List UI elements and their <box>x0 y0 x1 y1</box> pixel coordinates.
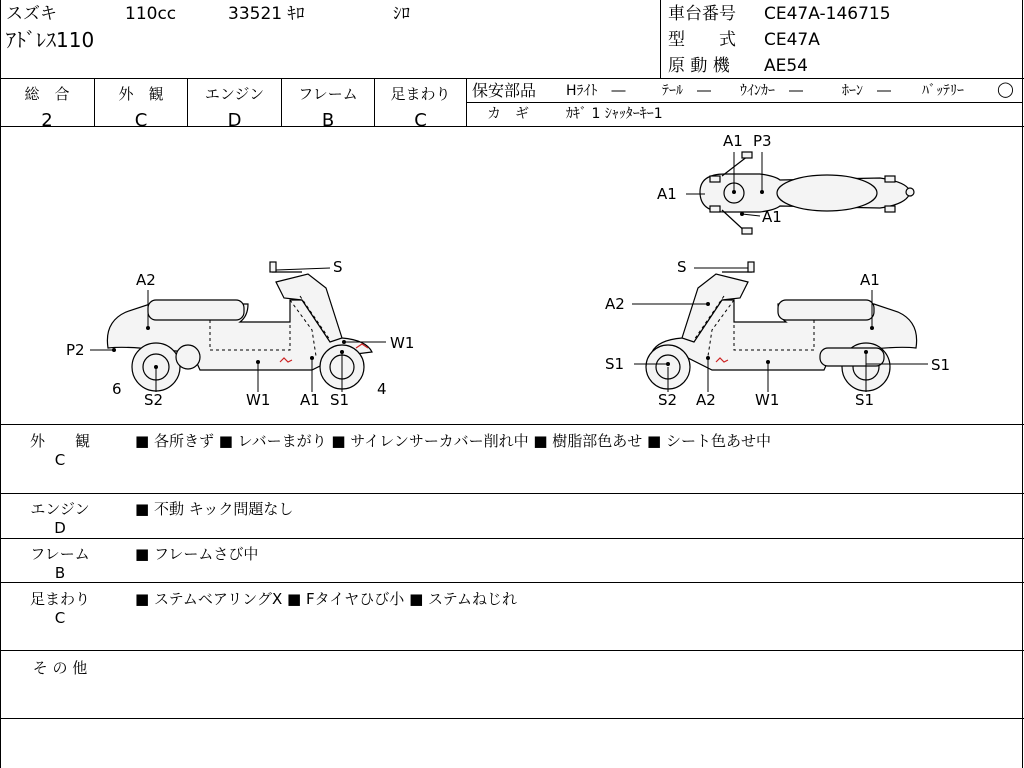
right-s1-bottom: S1 <box>855 391 875 409</box>
right-s1-left: S1 <box>605 355 625 373</box>
safety-label: 保安部品 <box>472 81 537 100</box>
type-label: 型 式 <box>668 30 736 50</box>
note-rule-2 <box>0 538 1024 539</box>
note-exterior-grade: C <box>54 451 66 469</box>
note-suspension-grade: C <box>54 609 66 627</box>
color: ｼﾛ <box>393 4 410 24</box>
grade-frame <box>282 78 374 131</box>
key-label: カ ギ <box>487 106 529 122</box>
mileage: 33521 ｷﾛ <box>228 4 305 24</box>
grade-overall <box>0 78 94 131</box>
left-six: 6 <box>112 380 122 398</box>
grade-engine-label: エンジン <box>204 85 265 103</box>
note-rule-4 <box>0 650 1024 651</box>
note-frame-grade: B <box>54 564 66 582</box>
left-a2: A2 <box>136 271 156 289</box>
left-w1-right: W1 <box>390 334 415 352</box>
displacement: 110cc <box>125 4 177 24</box>
note-frame-text: ■ フレームさび中 <box>135 545 259 563</box>
key-value: ｶｷﾞ 1 ｼｬｯﾀｰｷｰ1 <box>566 106 663 122</box>
top-p3: P3 <box>753 132 772 150</box>
notes-top-rule <box>0 424 1024 425</box>
grade-exterior-value: C <box>134 110 148 131</box>
grade-frame-label: フレーム <box>298 85 358 103</box>
grade-frame-value: B <box>321 110 335 131</box>
frame-no-label: 車台番号 <box>668 4 736 24</box>
grade-exterior <box>95 78 187 131</box>
top-a1-left: A1 <box>657 185 677 203</box>
frame-no: CE47A-146715 <box>764 4 891 24</box>
right-side-view <box>605 258 950 409</box>
note-frame-label: フレーム <box>30 545 90 563</box>
grade-overall-label: 総 合 <box>24 85 70 103</box>
battery-ok-mark: ◯ <box>997 80 1014 98</box>
safety-horn: ﾎｰﾝ ― <box>842 83 891 99</box>
safety-battery: ﾊﾞｯﾃﾘｰ <box>922 83 964 99</box>
note-exterior-label: 外 観 <box>29 432 90 450</box>
left-a1: A1 <box>300 391 320 409</box>
grade-exterior-label: 外 観 <box>118 85 164 103</box>
safety-headlight: Hﾗｲﾄ ― <box>566 83 626 99</box>
note-rule-3 <box>0 582 1024 583</box>
left-p2: P2 <box>66 341 85 359</box>
right-s1-right: S1 <box>931 356 951 374</box>
note-engine-grade: D <box>54 519 66 537</box>
note-suspension-text: ■ ステムベアリングX ■ Fタイヤひび小 ■ ステムねじれ <box>135 590 517 608</box>
grade-engine-value: D <box>227 110 242 131</box>
right-s-top: S <box>677 258 687 276</box>
grade-suspension <box>375 78 466 131</box>
left-s2: S2 <box>144 391 164 409</box>
note-exterior-text: ■ 各所きず ■ レバーまがり ■ サイレンサーカバー削れ中 ■ 樹脂部色あせ ■ シート色あせ中 <box>135 432 772 450</box>
note-rule-5 <box>0 718 1024 719</box>
engine-model-label: 原 動 機 <box>668 56 730 76</box>
grade-overall-value: 2 <box>41 110 53 131</box>
right-a2-bottom: A2 <box>696 391 716 409</box>
right-a1: A1 <box>860 271 880 289</box>
scooter-diagram <box>0 127 1024 424</box>
safety-winker: ｳｲﾝｶｰ ― <box>740 83 803 99</box>
engine-model-value: AE54 <box>764 56 809 76</box>
maker: スズキ <box>6 4 57 24</box>
left-four: 4 <box>377 380 387 398</box>
safety-mid-rule <box>466 102 1022 103</box>
grade-engine <box>188 78 281 131</box>
type-value: CE47A <box>764 30 820 50</box>
note-engine-text: ■ 不動 キック問題なし <box>135 500 294 518</box>
top-view <box>657 132 914 234</box>
note-engine-label: エンジン <box>30 500 90 518</box>
grade-suspension-label: 足まわり <box>390 85 451 103</box>
right-w1: W1 <box>755 391 780 409</box>
safety-taillight: ﾃｰﾙ ― <box>662 83 711 99</box>
note-rule-1 <box>0 493 1024 494</box>
left-s-top: S <box>333 258 343 276</box>
note-other-label: そ の 他 <box>32 659 88 677</box>
model-name: ｱﾄﾞﾚｽ110 <box>6 28 95 52</box>
top-a1-top: A1 <box>723 132 743 150</box>
note-suspension-label: 足まわり <box>29 590 90 608</box>
left-w1-bottom: W1 <box>246 391 271 409</box>
left-side-view <box>66 258 414 409</box>
right-s2: S2 <box>658 391 678 409</box>
left-s1: S1 <box>330 391 350 409</box>
top-a1-bottom: A1 <box>762 208 782 226</box>
right-a2-top: A2 <box>605 295 625 313</box>
header-divider <box>660 0 661 78</box>
grade-suspension-value: C <box>414 110 427 131</box>
